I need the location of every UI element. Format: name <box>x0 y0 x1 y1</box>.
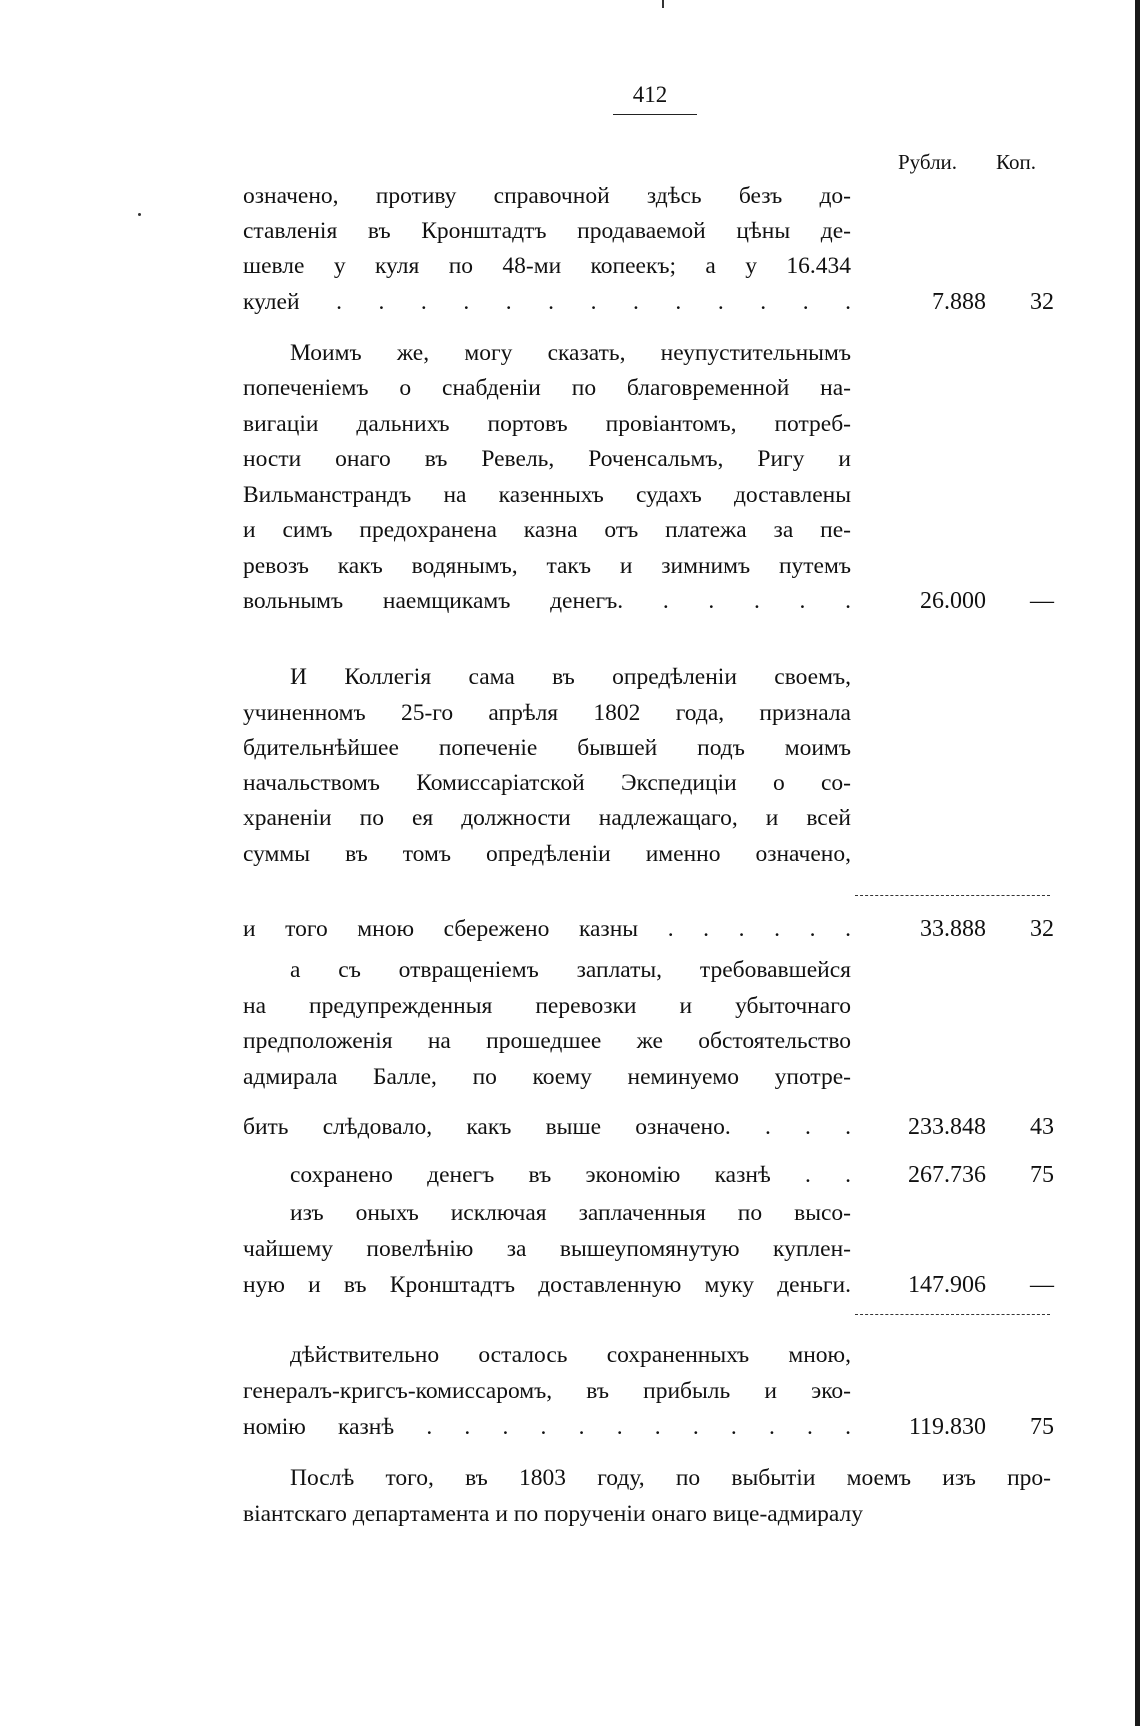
rubles-amount: 7.888 <box>932 289 986 315</box>
text-line: изъ оныхъ исключая заплаченныя по высо- <box>290 1200 851 1226</box>
text-line: шевле у куля по 48-ми копеекъ; а у 16.434 <box>243 253 851 279</box>
kopecks-amount: 75 <box>1030 1162 1054 1188</box>
page-number-underline <box>613 114 697 115</box>
rubles-amount: 119.830 <box>908 1414 986 1440</box>
rubles-amount: 26.000 <box>920 588 986 614</box>
text-line: попеченіемъ о снабденіи по благовременной на- <box>243 375 851 401</box>
text-line: учиненномъ 25-го апрѣля 1802 года, признала <box>243 700 851 726</box>
text-line: предположенія на прошедшее же обстоятельство <box>243 1028 851 1054</box>
text-line: означено, противу справочной здѣсь безъ до- <box>243 183 851 209</box>
column-header-kopecks: Коп. <box>996 150 1036 174</box>
text-line: номію казнѣ . . . . . . . . . . . . <box>243 1414 851 1440</box>
text-line: сохранено денегъ въ экономію казнѣ . . <box>290 1162 851 1188</box>
page-edge-shadow <box>1135 0 1140 1726</box>
text-line: а съ отвращеніемъ заплаты, требовавшейся <box>290 957 851 983</box>
text-line: Послѣ того, въ 1803 году, по выбытіи моемъ изъ про- <box>290 1465 1051 1491</box>
ink-speck <box>138 213 141 216</box>
text-line: кулей . . . . . . . . . . . . . <box>243 289 851 315</box>
column-header-rubles: Рубли. <box>898 150 958 174</box>
text-line: И Коллегія сама въ опредѣленіи своемъ, <box>290 664 851 690</box>
text-line: віантскаго департамента и по порученіи онаго вице-адмиралу <box>243 1501 863 1527</box>
text-line: Моимъ же, могу сказать, неупустительнымъ <box>290 340 851 366</box>
text-line: ревозъ какъ водянымъ, такъ и зимнимъ путемъ <box>243 553 851 579</box>
text-line: Вильманстрандъ на казенныхъ судахъ доставлены <box>243 482 851 508</box>
rubles-amount: 147.906 <box>908 1272 986 1298</box>
text-line: генералъ-кригсъ-комиссаромъ, въ прибыль и эко- <box>243 1378 851 1404</box>
top-edge-mark <box>662 0 664 8</box>
kopecks-amount: 75 <box>1030 1414 1054 1440</box>
rubles-amount: 233.848 <box>908 1114 986 1140</box>
text-line: адмирала Балле, по коему неминуемо употре- <box>243 1064 851 1090</box>
text-line: суммы въ томъ опредѣленіи именно означено, <box>243 841 851 867</box>
text-line: храненіи по ея должности надлежащаго, и всей <box>243 805 851 831</box>
text-line: и симъ предохранена казна отъ платежа за пе- <box>243 517 851 543</box>
text-line: вигаціи дальнихъ портовъ провіантомъ, потреб- <box>243 411 851 437</box>
page-number: 412 <box>632 82 668 107</box>
text-line: бить слѣдовало, какъ выше означено. . . . <box>243 1114 851 1140</box>
text-line: бдительнѣйшее попеченіе бывшей подъ моимъ <box>243 735 851 761</box>
text-line: вольнымъ наемщикамъ денегъ. . . . . . <box>243 588 851 614</box>
kopecks-amount: 43 <box>1030 1114 1054 1140</box>
text-line: на предупрежденныя перевозки и убыточнаго <box>243 993 851 1019</box>
rubles-amount: 267.736 <box>908 1162 986 1188</box>
rubles-amount: 33.888 <box>920 916 986 942</box>
kopecks-amount: — <box>1030 1272 1054 1298</box>
kopecks-amount: — <box>1030 588 1054 614</box>
total-rule <box>855 1314 1050 1316</box>
kopecks-amount: 32 <box>1030 289 1054 315</box>
text-line: ности онаго въ Ревель, Роченсальмъ, Ригу и <box>243 446 851 472</box>
text-line: ставленія въ Кронштадтъ продаваемой цѣны де- <box>243 218 851 244</box>
text-line: и того мною сбережено казны . . . . . . <box>243 916 851 942</box>
text-line: ную и въ Кронштадтъ доставленную муку деньги. <box>243 1272 851 1298</box>
text-line: дѣйствительно осталось сохраненныхъ мною, <box>290 1342 851 1368</box>
kopecks-amount: 32 <box>1030 916 1054 942</box>
text-line: чайшему повелѣнію за вышеупомянутую куплен- <box>243 1236 851 1262</box>
text-line: начальствомъ Комиссаріатской Экспедиціи о со- <box>243 770 851 796</box>
subtotal-rule <box>855 895 1050 897</box>
